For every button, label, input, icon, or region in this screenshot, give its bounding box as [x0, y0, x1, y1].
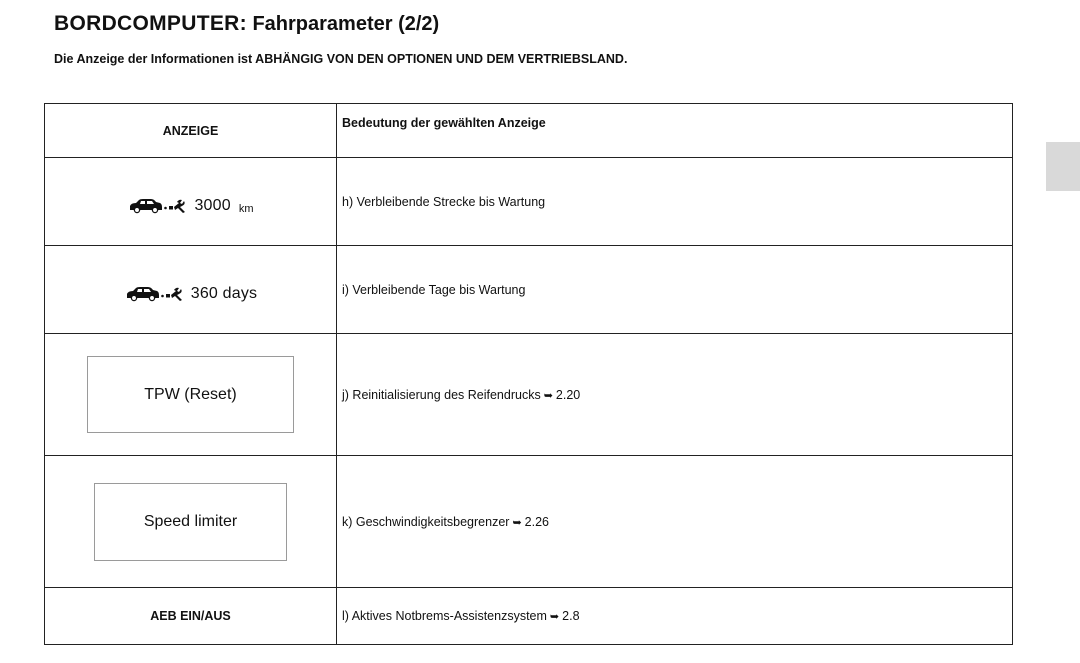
table-row: [45, 334, 1013, 456]
distance-value: 3000: [194, 196, 231, 214]
parameter-table: [44, 103, 1013, 645]
meaning-cell: [337, 456, 1013, 588]
header-display: ANZEIGE: [45, 104, 337, 158]
car-service-wrench-icon: [127, 198, 189, 214]
meaning-cell: h) Verbleibende Strecke bis Wartung: [337, 158, 1013, 246]
display-cell: AEB EIN/AUS: [45, 588, 337, 645]
page-reference: 2.20: [555, 387, 581, 402]
reference-arrow-icon: ➥: [512, 516, 522, 529]
title-sub: Fahrparameter (2/2): [252, 13, 440, 35]
distance-unit: km: [238, 202, 254, 215]
maintenance-distance-display: [127, 197, 253, 215]
table-row: [45, 588, 1013, 645]
meaning-cell: i) Verbleibende Tage bis Wartung: [337, 246, 1013, 334]
table-header-row: [45, 104, 1013, 158]
reference-arrow-icon: ➥: [549, 611, 560, 623]
days-value: 360 days: [190, 284, 258, 302]
header-meaning: Bedeutung der gewählten Anzeige: [337, 104, 1013, 158]
side-tab: [1046, 142, 1080, 191]
page-reference: 2.26: [524, 514, 550, 529]
display-cell: [45, 158, 337, 246]
maintenance-days-display: [124, 285, 258, 303]
tpw-reset-display: TPW (Reset): [87, 356, 294, 433]
table-row: [45, 158, 1013, 246]
table-row: [45, 246, 1013, 334]
meaning-text: l) Aktives Notbrems-Assistenzsystem: [342, 609, 547, 623]
display-cell: [45, 456, 337, 588]
car-service-wrench-icon: [124, 286, 186, 302]
reference-arrow-icon: ➥: [543, 389, 553, 402]
meaning-cell: [337, 588, 1013, 645]
meaning-text: j) Reinitialisierung des Reifendrucks: [342, 387, 541, 402]
speed-limiter-display: Speed limiter: [94, 483, 287, 561]
page-reference: 2.8: [562, 609, 580, 623]
page-subtitle: Die Anzeige der Informationen ist ABHÄNGIG VON DEN OPTIONEN UND DEM VERTRIEBSLAND.: [54, 52, 628, 66]
page-title: [54, 12, 439, 36]
display-cell: [45, 246, 337, 334]
meaning-text: k) Geschwindigkeitsbegrenzer: [342, 514, 510, 529]
display-cell: [45, 334, 337, 456]
title-main: BORDCOMPUTER:: [54, 12, 247, 35]
meaning-cell: [337, 334, 1013, 456]
table-row: [45, 456, 1013, 588]
